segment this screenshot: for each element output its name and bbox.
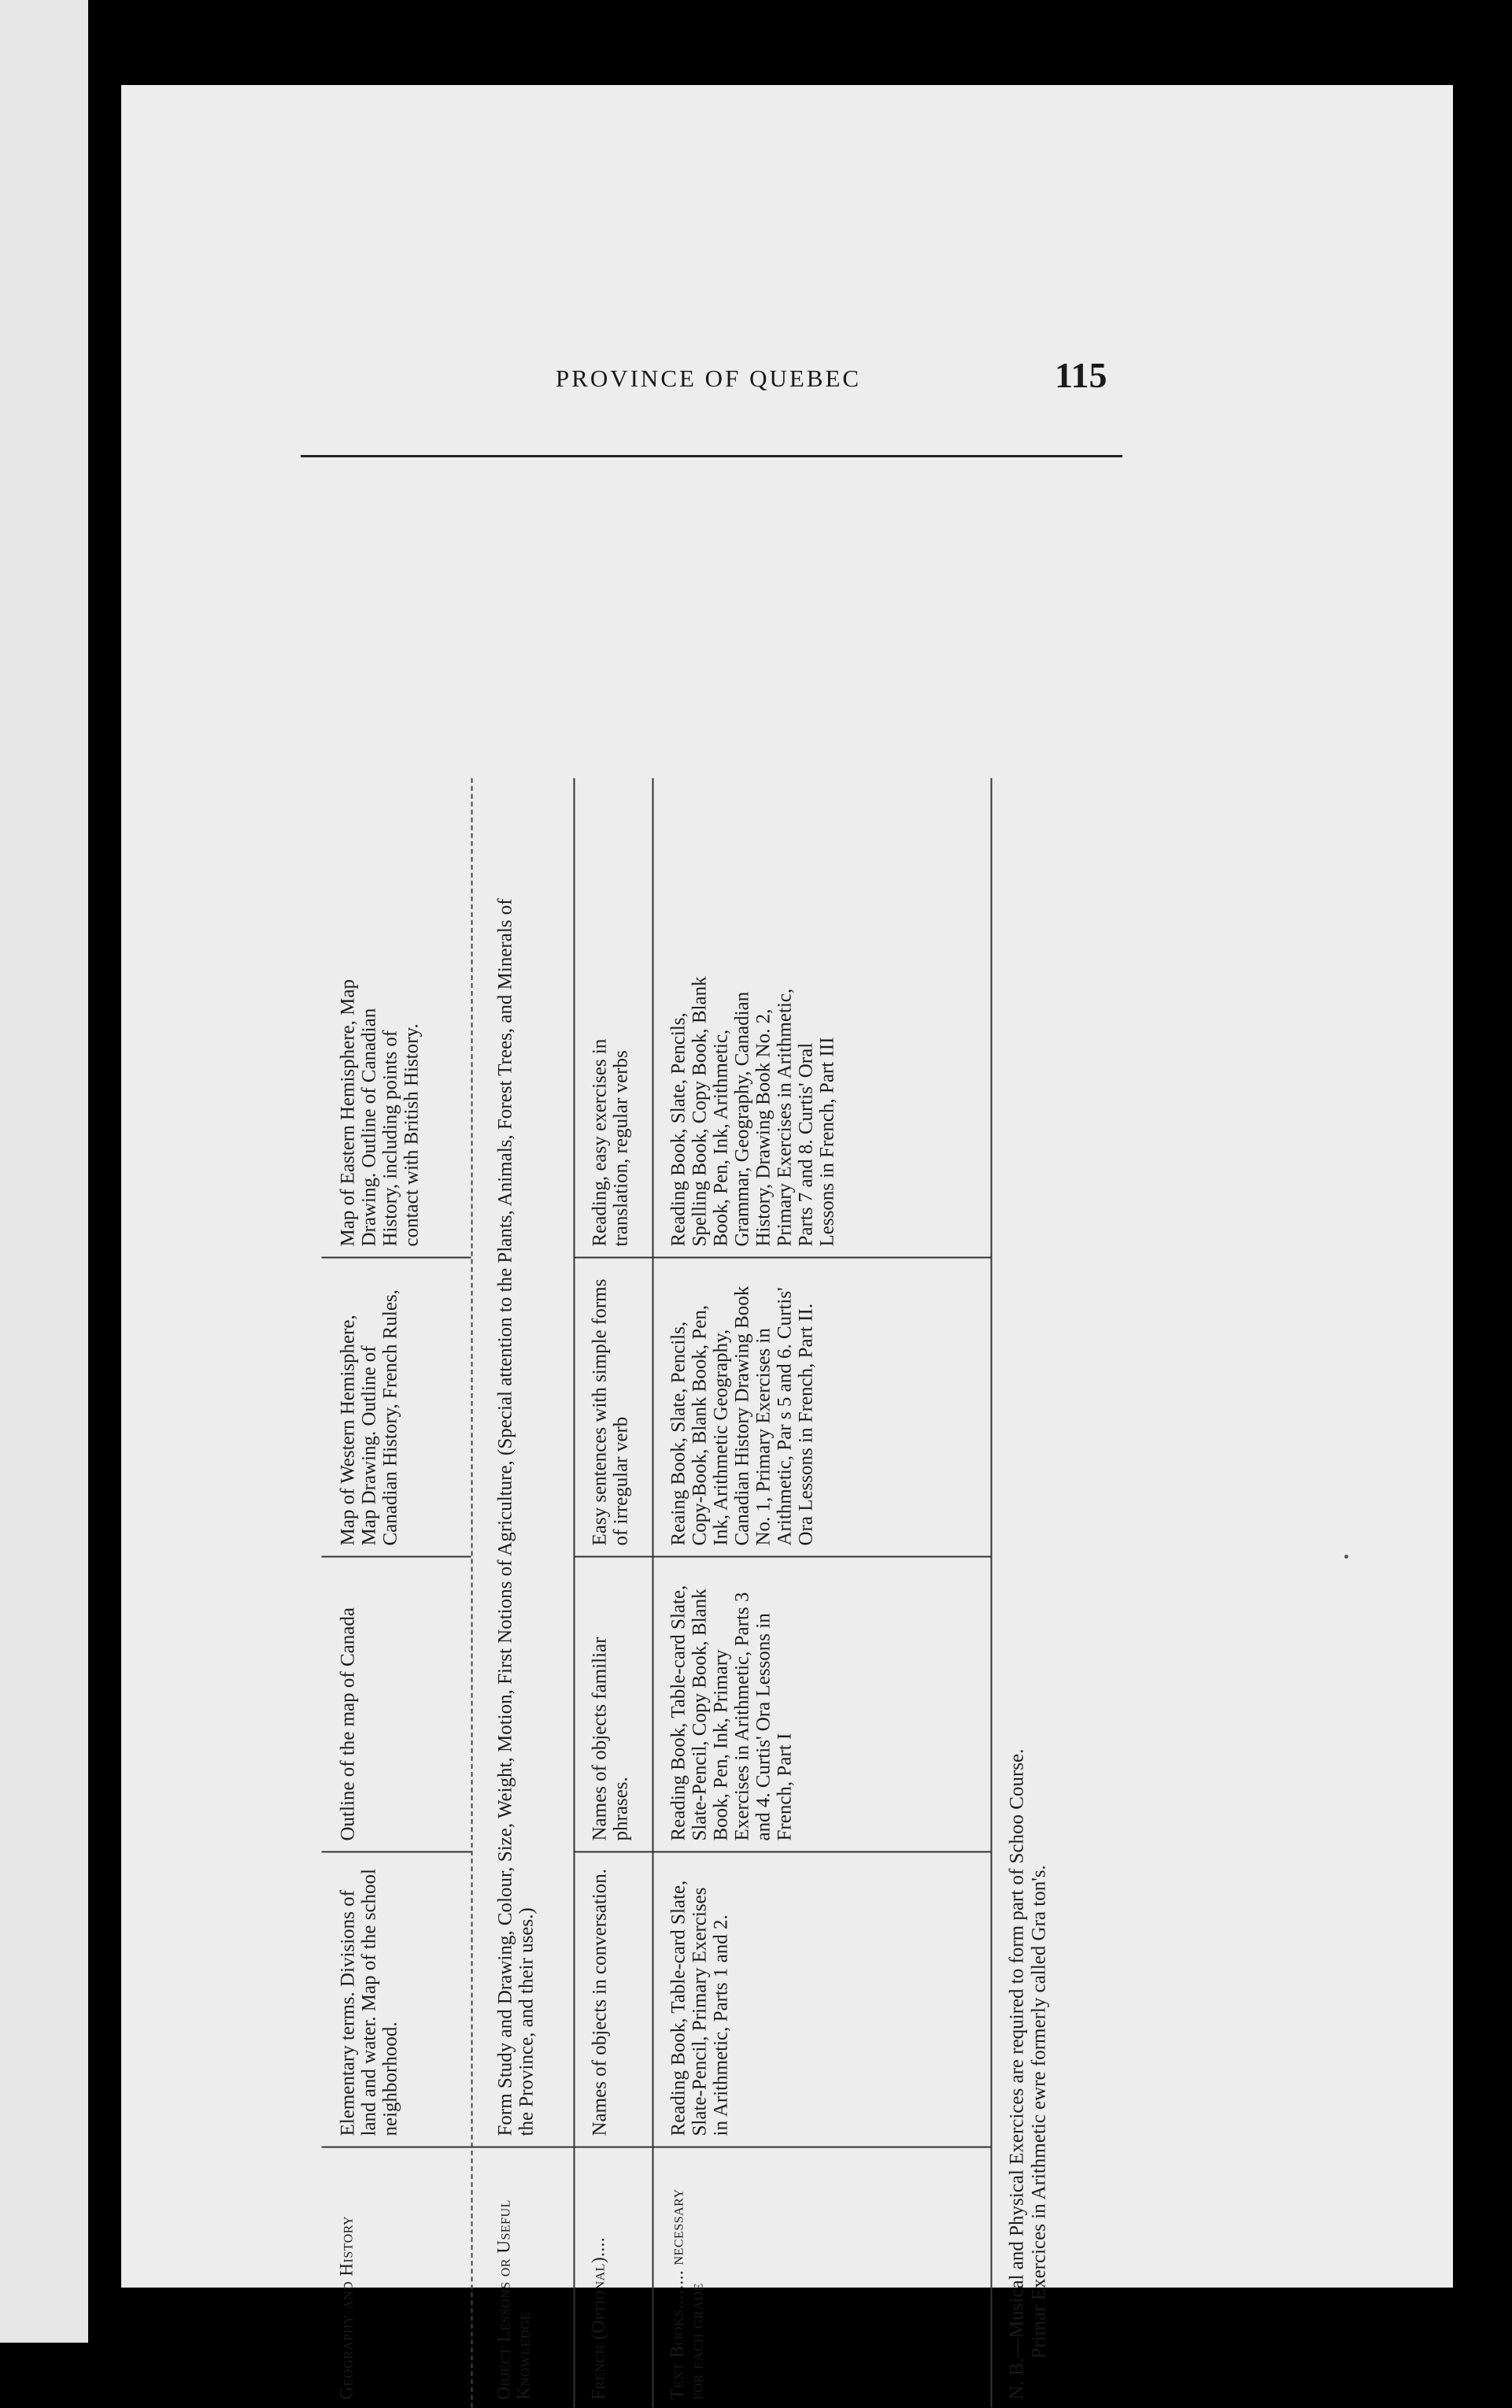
header-rule [301, 455, 1122, 457]
row-divider [471, 779, 475, 2408]
table-cell: Names of objects in conversation. [589, 1869, 611, 2136]
label-divider [322, 2147, 991, 2148]
column-divider [574, 1556, 991, 1558]
column-divider [322, 1556, 471, 1558]
table-cell: Reading, easy exercises in translation, regular verbs [589, 1038, 632, 1247]
table-cell: Easy sentences with simple forms of irregular verb [589, 1278, 632, 1546]
row-label: Text Books........ necessary for each grade [667, 2188, 707, 2400]
speck [1344, 1555, 1348, 1559]
page-number: 115 [1055, 355, 1107, 395]
running-head: PROVINCE OF QUEBEC [555, 364, 862, 392]
table-cell: Map of Western Hemisphere, Map Drawing. Outline of Canadian History, French Rules, [337, 1289, 401, 1546]
table-cell: Elementary terms. Divisions of land and water. Map of the school neighborhood. [337, 1869, 401, 2136]
column-divider [322, 1257, 471, 1259]
gutter-shadow [88, 0, 121, 2343]
row-label: Object Lessons or Useful Knowledge [494, 2199, 534, 2400]
table-bottom-rule [991, 779, 993, 2408]
table-cell-span: Form Study and Drawing, Colour, Size, Weight, Motion, First Notions of Agriculture, (Special attention to the Plants, Animals, Forest Trees, and Minerals of the Province, and their uses.) [494, 898, 538, 2136]
column-divider [322, 1851, 471, 1853]
footnote-line: Primar Exercices in Arithmetic ewre formerly called Gra ton's. [1028, 1865, 1049, 2359]
table-cell: Reading Book, Table-card Slate, Slate-Pencil, Primary Exercises in Arithmetic, Parts 1 and 2. [667, 1880, 732, 2136]
rotated-course-table [322, 779, 1113, 2408]
table-cell: Names of objects familiar phrases. [589, 1637, 632, 1841]
table-cell: Map of Eastern Hemisphere, Map Drawing. Outline of Canadian History, including points of contact with British History. [337, 979, 423, 1247]
footnote-line: N. B.—Musical and Physical Exercices are required to form part of Schoo Course. [1006, 1748, 1028, 2400]
table-cell: Outline of the map of Canada [337, 1607, 359, 1841]
row-label: Geography and History [336, 2215, 357, 2400]
column-divider [574, 1257, 991, 1259]
table-cell: Reading Book, Table-card Slate, Slate-Pencil, Copy Book, Blank Book, Pen, Ink, Primary Exercises in Arithmetic, Parts 3 and 4. Curtis' Ora Lessons in French, Part I [667, 1585, 796, 1841]
row-divider [574, 779, 575, 2408]
row-divider [652, 779, 654, 2408]
column-divider [574, 1851, 991, 1853]
row-label: French (Optional).... [588, 2236, 608, 2400]
facing-page-edge [0, 0, 88, 2343]
table-cell: Reaing Book, Slate, Pencils, Copy-Book, Blank Book, Pen, Ink, Arithmetic Geography, Canadian History Drawing Book No. 1, Primary Exercises in Arithmetic, Par s 5 and 6. Curtis' Ora Lessons in French, Part II. [667, 1285, 817, 1546]
footnote [1007, 1141, 1050, 2400]
table-cell: Reading Book, Slate, Pencils, Spelling Book, Copy Book, Blank Book, Pen, Ink, Arithmetic, Grammar, Geography, Canadian History, Drawing Book No. 2, Primary Exercises in Arithmetic, Parts 7 and 8. Curtis' Oral Lessons in French, Part III [667, 976, 838, 1247]
